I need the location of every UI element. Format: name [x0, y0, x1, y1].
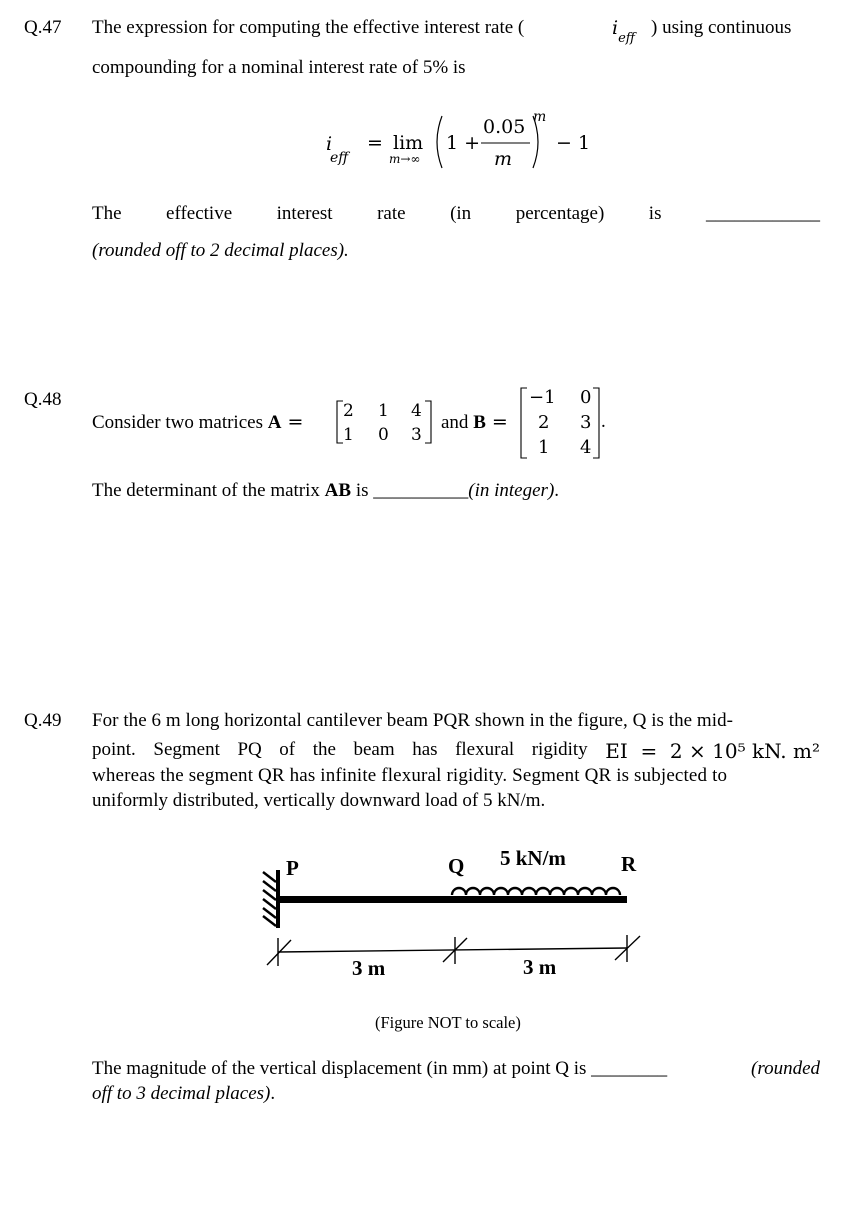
ab-label: AB [324, 480, 352, 501]
figure-caption: (Figure NOT to scale) [375, 1013, 521, 1032]
flexural-rigidity-value: EI = 2 × 10⁵ kN. m² [605, 739, 820, 763]
question-number: Q.48 [24, 389, 62, 410]
matrix-b-cell: 3 [580, 412, 592, 433]
answer-note: (in integer) [468, 480, 555, 501]
answer-blank: ____________ [705, 203, 820, 224]
matrix-b-cell: 1 [538, 437, 550, 458]
word: has [412, 739, 438, 760]
answer-word: (in [450, 203, 472, 224]
matrix-a-label: A [267, 412, 282, 433]
dimension-right: 3 m [523, 955, 557, 979]
answer-word: interest [276, 203, 333, 224]
inline-i: i [612, 17, 619, 39]
word: Segment [153, 739, 220, 760]
and-b-text [441, 411, 508, 434]
period: . [601, 411, 606, 432]
matrix-a-cell: 1 [378, 401, 389, 421]
question-number: Q.49 [24, 710, 62, 731]
answer-rounded: (rounded [751, 1058, 820, 1079]
matrix-b-cell: 2 [538, 412, 550, 433]
load-label: 5 kN/m [500, 846, 566, 870]
rounding-note: (rounded off to 2 decimal places). [92, 240, 349, 261]
answer-blank: is __________ [351, 480, 469, 501]
formula-one-plus: 1 + [446, 132, 481, 154]
dimension-left: 3 m [352, 956, 386, 980]
answer-line [92, 203, 820, 225]
word: the [312, 739, 336, 760]
answer-word: rate [377, 203, 406, 224]
word: rigidity [531, 739, 588, 760]
formula-eff-subscript: eff [330, 150, 349, 166]
equals-sign: = [281, 411, 304, 433]
answer-word: is [648, 203, 662, 224]
word: beam [353, 739, 395, 760]
question-text-line4: uniformly distributed, vertically downward load of 5 kN/m. [92, 790, 546, 811]
question-text-line2: compounding for a nominal interest rate of 5% is [92, 57, 466, 78]
answer-text: The determinant of the matrix [92, 480, 325, 501]
answer-end: . [554, 480, 560, 501]
question-text-line2 [92, 739, 820, 763]
formula-exponent: m [533, 109, 547, 125]
intro-text: Consider two matrices [92, 412, 268, 433]
answer-word: The [92, 203, 122, 224]
formula-minus-one: − 1 [556, 132, 591, 154]
label-p: P [286, 856, 299, 880]
matrix-a-cell: 4 [411, 401, 422, 421]
matrix-a-cell: 3 [411, 425, 422, 445]
label-q: Q [448, 854, 465, 878]
period: . [270, 1083, 276, 1104]
dimension-line [267, 935, 640, 966]
formula-lim: lim [393, 132, 424, 154]
question-number: Q.47 [24, 17, 62, 38]
matrices-intro [92, 411, 303, 434]
answer-word: percentage) [515, 203, 605, 224]
formula-equals: = [367, 132, 383, 154]
formula-i: i [326, 133, 333, 155]
fixed-support-hatching [263, 872, 276, 926]
equals-sign: = [485, 411, 508, 433]
label-r: R [621, 852, 637, 876]
word: of [279, 739, 296, 760]
answer-word: effective [166, 203, 233, 224]
answer-text: The magnitude of the vertical displacement (in mm) at point Q is ________ [92, 1058, 672, 1079]
answer-line2 [92, 1083, 275, 1105]
matrix-a-cell: 1 [343, 425, 354, 445]
word: PQ [237, 739, 262, 760]
matrix-b-cell: 0 [580, 387, 592, 408]
udl-load-coils [452, 888, 620, 895]
text-segment: The expression for computing the effective interest rate ( [92, 17, 525, 38]
inline-eff-subscript: eff [618, 31, 635, 46]
matrix-b-label: B [473, 412, 486, 433]
cantilever-beam-figure [255, 840, 655, 985]
matrix-b-cell: 4 [580, 437, 592, 458]
question-text-line1: For the 6 m long horizontal cantilever beam PQR shown in the figure, Q is the mid- [92, 710, 734, 731]
answer-line [92, 480, 559, 502]
word: point. [92, 739, 136, 760]
and-text: and [441, 412, 474, 433]
rounding-note: off to 3 decimal places) [92, 1083, 271, 1104]
beam [279, 896, 627, 903]
matrix-a-cell: 0 [378, 425, 389, 445]
text-segment: ) using continuous [651, 17, 792, 38]
formula-denominator: m [494, 148, 513, 170]
question-text-line3: whereas the segment QR has infinite flexural rigidity. Segment QR is subjected to [92, 765, 728, 786]
matrix-a-cell: 2 [343, 401, 354, 421]
formula-lim-subscript: m→∞ [389, 152, 421, 166]
inline-ieff [612, 17, 635, 46]
matrix-b-cell: −1 [529, 387, 556, 408]
word: flexural [455, 739, 515, 760]
answer-line [92, 1058, 820, 1080]
formula-numerator: 0.05 [483, 116, 526, 138]
